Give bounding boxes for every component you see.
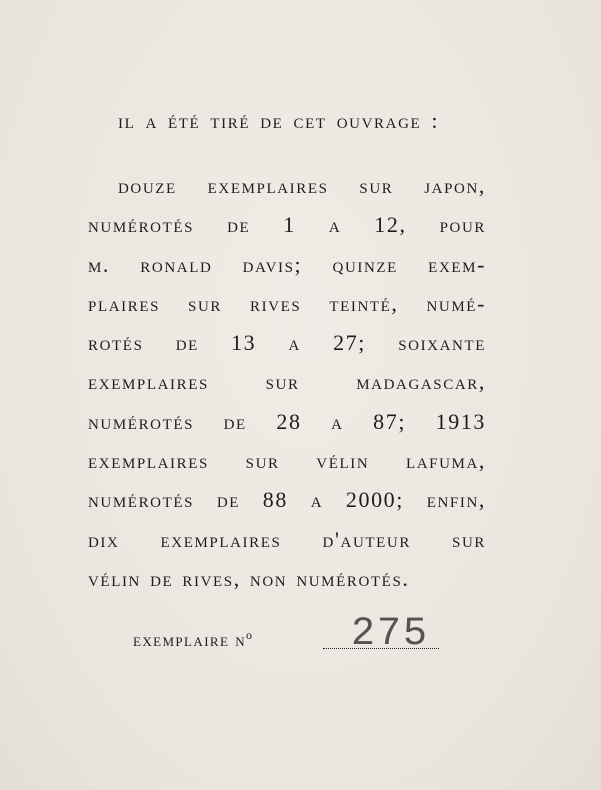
text-line: numérotés de 88 a 2000; enfin,: [88, 487, 486, 513]
text-line: plaires sur rives teinté, numé-: [88, 290, 486, 316]
copy-number-superscript: o: [246, 628, 254, 642]
text-line: exemplaires sur vélin lafuma,: [88, 448, 486, 474]
text-line: dix exemplaires d'auteur sur: [88, 526, 486, 552]
copy-number-label-text: exemplaire n: [133, 630, 247, 650]
stamped-copy-number: 275: [351, 612, 430, 657]
copy-number-label: [133, 628, 253, 651]
text-line: rotés de 13 a 27; soixante: [88, 330, 486, 356]
copy-number-line: [133, 612, 453, 666]
text-line: vélin de rives, non numérotés.: [88, 565, 410, 591]
text-line: douze exemplaires sur japon,: [118, 173, 486, 198]
justification-text: [88, 166, 486, 598]
text-line: exemplaires sur madagascar,: [88, 369, 486, 395]
heading: il a été tiré de cet ouvrage :: [118, 108, 440, 133]
text-line: numérotés de 28 a 87; 1913: [88, 408, 486, 434]
text-line: m. ronald davis; quinze exem-: [88, 251, 486, 277]
text-line: numérotés de 1 a 12, pour: [88, 212, 486, 238]
